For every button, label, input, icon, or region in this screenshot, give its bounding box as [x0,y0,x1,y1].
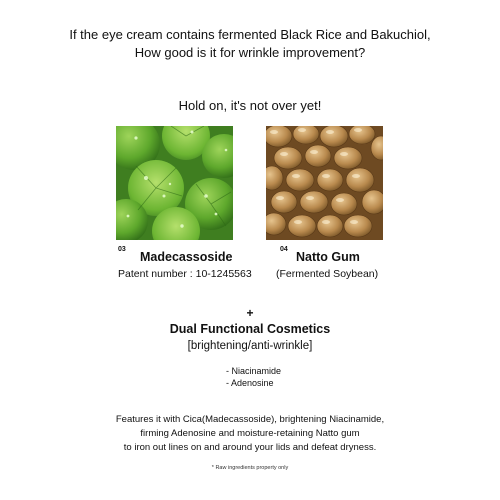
centella-leaves-photo [116,126,233,240]
fermented-soybeans-photo [266,126,383,240]
dual-functional-subtitle: [brightening/anti-wrinkle] [187,340,313,352]
features-line: firming Adenosine and moisture-retaining Natto gum [140,428,360,439]
active-item: - Niacinamide [226,366,282,376]
features-line: Features it with Cica(Madecassoside), brightening Niacinamide, [115,414,385,425]
intro-text [0,26,500,62]
plus-sign: + [246,306,254,320]
footnote: * Raw ingredients property only [211,465,289,471]
features-line: to iron out lines on and around your lids and defeat dryness. [123,442,377,453]
ingredient-number: 03 [118,246,126,253]
ingredient-name: Natto Gum [296,250,360,264]
ingredient-name: Madecassoside [140,250,233,264]
ingredient-subtitle: Patent number : 10-1245563 [118,268,252,280]
intro-line-2: How good is it for wrinkle improvement? [134,45,366,60]
ingredient-number: 04 [280,246,288,253]
features-text [0,413,500,455]
actives-list [226,365,281,389]
active-item: - Adenosine [226,378,274,388]
intro-line-1: If the eye cream contains fermented Black Rice and Bakuchiol, [69,27,431,42]
ingredient-subtitle: (Fermented Soybean) [276,268,379,280]
dual-functional-title: Dual Functional Cosmetics [169,322,331,336]
hold-on-text: Hold on, it's not over yet! [178,98,322,113]
